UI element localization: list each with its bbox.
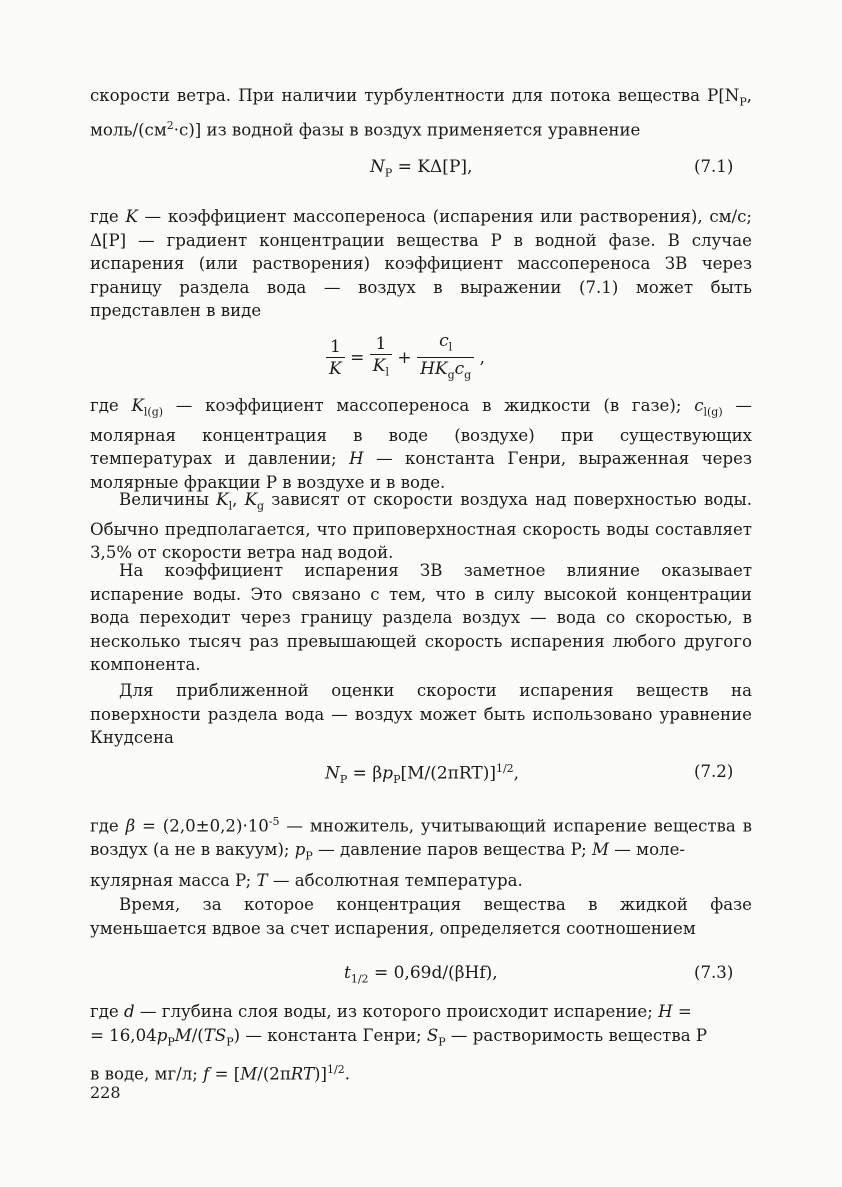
paragraph-intro: скорости ветра. При наличии турбулентности для потока вещества $P[N_P$, моль/$(см^2\cdot c)$] из водной фазы в воздух применяется уравнение: [90, 86, 752, 140]
paragraph-f-definition: в воде, мг/л; $f = [M/(2\pi RT)]^{1/2}$.: [90, 1063, 350, 1084]
equation-7-1: $N_P = K\Delta[P]$,: [370, 157, 473, 180]
equation-7-2: $N_P = \beta p_P[M/(2\pi RT)]^{1/2}$,: [325, 762, 520, 787]
equation-fraction: $\frac{1}{K}$ = $\frac{1}{K_l}$ + $\frac{c_l}{HK_gc_g}$ ,: [326, 332, 485, 385]
paragraph-henry: = $16,04p_PM/(TS_P)$ — константа Генри; $S_P$ — растворимость вещества P: [90, 1026, 708, 1049]
equation-number-7-1: (7.1): [694, 157, 734, 176]
paragraph-mass-transfer: где K — коэффициент массопереноса (испарения или растворения), см/с; Δ[P] — градиент концентрации вещества P в водной фазе. В случае испарения (или растворения) коэффициент массопереноса ЗВ через границу раздела вода — воздух в выражении (7.1) может быть представлен в виде: [90, 207, 752, 320]
paragraph-knudsen: Для приближенной оценки скорости испарения веществ на поверхности раздела вода — воздух может быть использовано уравнение Кнудсена: [90, 681, 752, 747]
equation-number-7-3: (7.3): [694, 963, 734, 982]
equation-number-7-2: (7.2): [694, 762, 734, 781]
equation-7-3: $t_{1/2} = 0,69d/(\beta Hf)$,: [344, 963, 498, 986]
paragraph-definitions: где $K_{l(g)}$ — коэффициент массопереноса в жидкости (в газе); $c_{l(g)}$ — молярная концентрация в воде (воздухе) при существующих температурах и давлении; H — константа Генри, выраженная через молярные фракции P в воздухе и в воде.: [90, 396, 752, 492]
page-number: 228: [90, 1083, 121, 1102]
paragraph-beta-continued: кулярная масса P; T — абсолютная температура.: [90, 871, 523, 890]
paragraph-coefficients: Величины $K_l$, $K_g$ зависят от скорости воздуха над поверхностью воды. Обычно предполагается, что приповерхностная скорость воды составляет 3,5% от скорости ветра над водой.: [90, 490, 752, 563]
paragraph-half-time: Время, за которое концентрация вещества в жидкой фазе уменьшается вдвое за счет испарения, определяется соотношением: [90, 895, 752, 938]
paragraph-evaporation: На коэффициент испарения ЗВ заметное влияние оказывает испарение воды. Это связано с тем, что в силу высокой концентрации вода переходит через границу раздела воздух — вода со скоростью, в несколько тысяч раз превышающей скорость испарения любого другого компонента.: [90, 561, 752, 674]
paragraph-depth: где d — глубина слоя воды, из которого происходит испарение; H =: [90, 1002, 692, 1021]
paragraph-beta: где $\beta = (2,0\pm 0,2)\cdot 10^{-5}$ — множитель, учитывающий испарение вещества в воздух (а не в вакуум); $p_P$ — давление паров вещества P; M — моле-: [90, 815, 752, 863]
